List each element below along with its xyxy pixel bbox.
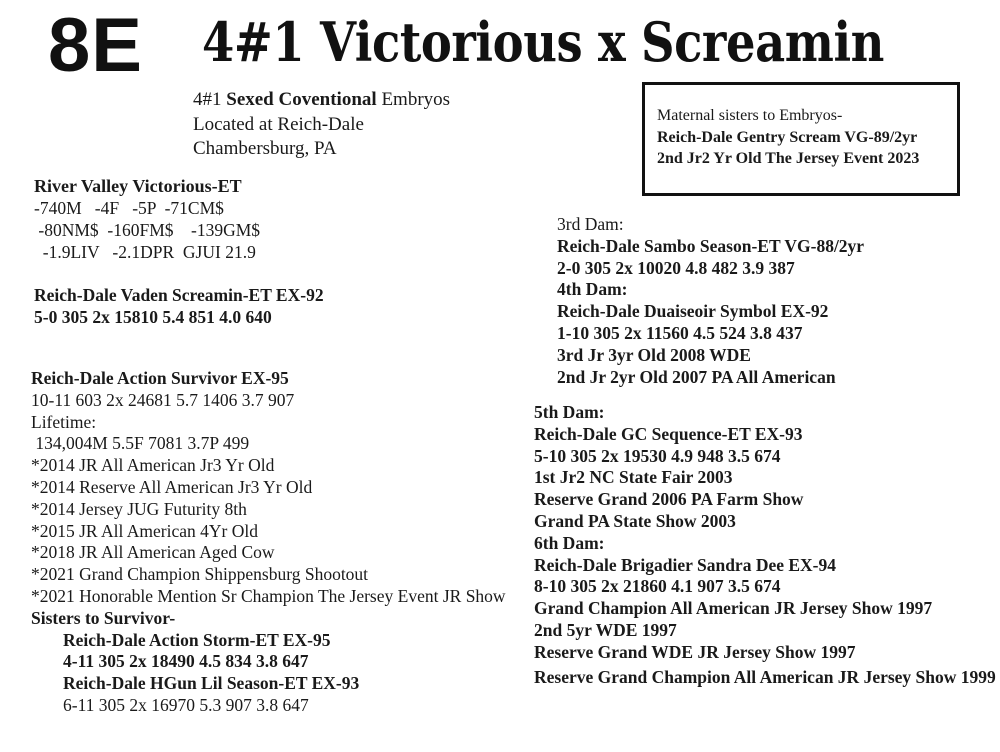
maternal-sisters-box (642, 82, 960, 196)
sire-name: River Valley Victorious-ET (34, 176, 242, 196)
sire-proof-line-2: -80NM$ -160FM$ -139GM$ (34, 220, 261, 240)
sister-1-name: Reich-Dale Action Storm-ET EX-95 (63, 629, 331, 650)
location-line: Located at Reich-Dale (193, 113, 364, 135)
granddam-award: *2014 Jersey JUG Futurity 8th (31, 498, 247, 519)
granddam-award: *2014 JR All American Jr3 Yr Old (31, 455, 275, 476)
sister-1-record: 4-11 305 2x 18490 4.5 834 3.8 647 (63, 651, 309, 672)
fifth-dam-label: 5th Dam: (534, 402, 605, 422)
fourth-dam-name: Reich-Dale Duaiseoir Symbol EX-92 (557, 301, 829, 322)
dam-record: 5-0 305 2x 15810 5.4 851 4.0 640 (34, 306, 272, 327)
sixth-dam-award: Reserve Grand Champion All American JR Jersey Show 1999 (534, 666, 996, 687)
fifth-sixth-dam-section (534, 402, 996, 688)
dam-name: Reich-Dale Vaden Screamin-ET EX-92 (34, 285, 324, 305)
granddam-record: 10-11 603 2x 24681 5.7 1406 3.7 907 (31, 389, 295, 410)
fifth-dam-record: 5-10 305 2x 19530 4.9 948 3.5 674 (534, 445, 781, 466)
granddam-section (31, 368, 506, 717)
granddam-award: *2021 Honorable Mention Sr Champion The Jersey Event JR Show (31, 585, 506, 606)
sixth-dam-award: Reserve Grand WDE JR Jersey Show 1997 (534, 641, 856, 662)
fifth-dam-award: Reserve Grand 2006 PA Farm Show (534, 489, 804, 510)
embryo-type: Sexed Coventional (226, 89, 377, 110)
dam-section (34, 285, 324, 329)
sixth-dam-award: Grand Champion All American JR Jersey Show 1997 (534, 598, 933, 619)
fourth-dam-award: 3rd Jr 3yr Old 2008 WDE (557, 344, 751, 365)
sire-proof-line-3: -1.9LIV -2.1DPR GJUI 21.9 (34, 242, 256, 262)
granddam-award: *2014 Reserve All American Jr3 Yr Old (31, 476, 313, 497)
sixth-dam-label: 6th Dam: (534, 532, 605, 553)
embryo-count: 4#1 (193, 89, 227, 110)
sire-section (34, 175, 260, 263)
sisters-heading: Sisters to Survivor- (31, 607, 176, 628)
granddam-lifetime-label: Lifetime: (31, 411, 97, 432)
sister-2-record: 6-11 305 2x 16970 5.3 907 3.8 647 (63, 694, 309, 715)
sixth-dam-award: 2nd 5yr WDE 1997 (534, 619, 677, 640)
embryo-label: Embryos (376, 89, 451, 110)
fifth-dam-award: 1st Jr2 NC State Fair 2003 (534, 467, 733, 488)
granddam-award: *2021 Grand Champion Shippensburg Shootout (31, 564, 369, 585)
granddam-name: Reich-Dale Action Survivor EX-95 (31, 368, 289, 388)
sister-2-name: Reich-Dale HGun Lil Season-ET EX-93 (63, 673, 360, 694)
maternal-sister-name: Reich-Dale Gentry Scream VG-89/2yr (657, 128, 918, 146)
sixth-dam-record: 8-10 305 2x 21860 4.1 907 3.5 674 (534, 576, 781, 597)
fourth-dam-label: 4th Dam: (557, 279, 628, 300)
page-title: 4#1 Victorious x Screamin (202, 10, 885, 74)
third-dam-name: Reich-Dale Sambo Season-ET VG-88/2yr (557, 235, 865, 256)
fourth-dam-record: 1-10 305 2x 11560 4.5 524 3.8 437 (557, 322, 803, 343)
third-fourth-dam-section (557, 214, 864, 388)
third-dam-label: 3rd Dam: (557, 214, 624, 234)
fourth-dam-award: 2nd Jr 2yr Old 2007 PA All American (557, 366, 836, 387)
embryo-type-line (193, 88, 450, 113)
fifth-dam-name: Reich-Dale GC Sequence-ET EX-93 (534, 423, 803, 444)
fifth-dam-award: Grand PA State Show 2003 (534, 510, 736, 531)
sire-proof-line-1: -740M -4F -5P -71CM$ (34, 198, 224, 218)
embryo-info (193, 88, 450, 162)
granddam-lifetime: 134,004M 5.5F 7081 3.7P 499 (31, 433, 250, 454)
granddam-award: *2015 JR All American 4Yr Old (31, 520, 258, 541)
sixth-dam-name: Reich-Dale Brigadier Sandra Dee EX-94 (534, 554, 837, 575)
maternal-sister-award: 2nd Jr2 Yr Old The Jersey Event 2023 (657, 150, 920, 167)
city-line: Chambersburg, PA (193, 138, 337, 159)
third-dam-record: 2-0 305 2x 10020 4.8 482 3.9 387 (557, 257, 795, 278)
granddam-award: *2018 JR All American Aged Cow (31, 542, 275, 563)
maternal-sisters-heading: Maternal sisters to Embryos- (657, 107, 843, 124)
lot-number: 8E (48, 3, 143, 88)
